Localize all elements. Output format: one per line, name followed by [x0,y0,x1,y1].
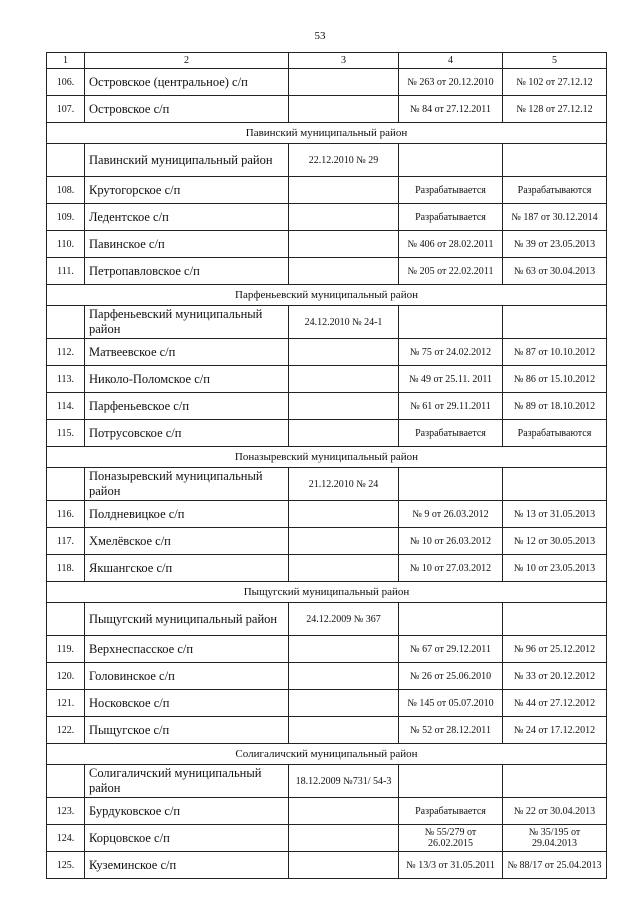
plan-document [399,144,503,177]
rules-document: № 86 от 15.10.2012 [503,366,607,393]
section-title: Поназыревский муниципальный район [47,447,607,468]
approval-date: 24.12.2010 № 24-1 [289,306,399,339]
table-row [47,420,607,447]
settlement-name: Солигаличский муниципальный район [85,765,289,798]
row-number: 114. [47,393,85,420]
district-section-header [47,123,607,144]
plan-document: № 52 от 28.12.2011 [399,717,503,744]
section-title: Солигаличский муниципальный район [47,744,607,765]
plan-document: Разрабатывается [399,177,503,204]
row-number: 109. [47,204,85,231]
settlement-name: Петропавловское с/п [85,258,289,285]
plan-document [399,603,503,636]
approval-date [289,96,399,123]
rules-document: № 96 от 25.12.2012 [503,636,607,663]
row-number: 118. [47,555,85,582]
rules-document: № 10 от 23.05.2013 [503,555,607,582]
table-row [47,204,607,231]
header-row [47,53,607,69]
table-row [47,177,607,204]
row-number [47,306,85,339]
plan-document: № 67 от 29.12.2011 [399,636,503,663]
approval-date [289,852,399,879]
table-row [47,663,607,690]
settlement-name: Матвеевское с/п [85,339,289,366]
rules-document [503,468,607,501]
section-title: Павинский муниципальный район [47,123,607,144]
approval-date: 18.12.2009 №731/ 54-3 [289,765,399,798]
row-number: 106. [47,69,85,96]
table-row [47,393,607,420]
approval-date [289,717,399,744]
row-number: 125. [47,852,85,879]
approval-date [289,528,399,555]
rules-document: № 44 от 27.12.2012 [503,690,607,717]
settlement-name: Пыщугский муниципальный район [85,603,289,636]
settlement-name: Носковское с/п [85,690,289,717]
row-number [47,468,85,501]
row-number [47,765,85,798]
approval-date [289,204,399,231]
row-number: 117. [47,528,85,555]
plan-document: Разрабатывается [399,420,503,447]
table-row [47,717,607,744]
approval-date [289,798,399,825]
rules-document: № 187 от 30.12.2014 [503,204,607,231]
table-row [47,339,607,366]
rules-document [503,144,607,177]
approval-date: 21.12.2010 № 24 [289,468,399,501]
table-row [47,852,607,879]
rules-document: № 13 от 31.05.2013 [503,501,607,528]
settlement-name: Головинское с/п [85,663,289,690]
rules-document: Разрабатываются [503,420,607,447]
district-section-header [47,285,607,306]
table-row [47,798,607,825]
settlement-name: Николо-Поломское с/п [85,366,289,393]
approval-date [289,393,399,420]
settlement-name: Верхнеспасское с/п [85,636,289,663]
row-number: 110. [47,231,85,258]
row-number [47,603,85,636]
table-row [47,636,607,663]
plan-document: № 49 от 25.11. 2011 [399,366,503,393]
rules-document [503,603,607,636]
district-row [47,603,607,636]
district-row [47,144,607,177]
header-cell-1: 1 [47,53,85,69]
plan-document: № 10 от 26.03.2012 [399,528,503,555]
rules-document: № 24 от 17.12.2012 [503,717,607,744]
table-row [47,528,607,555]
settlement-name: Островское с/п [85,96,289,123]
settlement-name: Ледентское с/п [85,204,289,231]
settlement-name: Пыщугское с/п [85,717,289,744]
plan-document [399,468,503,501]
plan-document: № 406 от 28.02.2011 [399,231,503,258]
plan-document: № 75 от 24.02.2012 [399,339,503,366]
settlement-name: Хмелёвское с/п [85,528,289,555]
rules-document: № 102 от 27.12.12 [503,69,607,96]
district-row [47,306,607,339]
plan-document: № 9 от 26.03.2012 [399,501,503,528]
rules-document: № 89 от 18.10.2012 [503,393,607,420]
rules-document: № 39 от 23.05.2013 [503,231,607,258]
rules-document: № 22 от 30.04.2013 [503,798,607,825]
rules-document [503,306,607,339]
table-row [47,69,607,96]
settlement-name: Островское (центральное) с/п [85,69,289,96]
settlement-name: Павинское с/п [85,231,289,258]
table-row [47,258,607,285]
plan-document: Разрабатывается [399,798,503,825]
plan-document: № 55/279 от 26.02.2015 [399,825,503,852]
approval-date [289,825,399,852]
plan-document: № 145 от 05.07.2010 [399,690,503,717]
row-number [47,144,85,177]
plan-document: № 61 от 29.11.2011 [399,393,503,420]
row-number: 108. [47,177,85,204]
settlement-name: Крутогорское с/п [85,177,289,204]
settlement-name: Якшангское с/п [85,555,289,582]
table-row [47,231,607,258]
approval-date [289,339,399,366]
table-row [47,690,607,717]
table-row [47,366,607,393]
district-row [47,468,607,501]
row-number: 115. [47,420,85,447]
row-number: 120. [47,663,85,690]
settlement-name: Бурдуковское с/п [85,798,289,825]
district-section-header [47,582,607,603]
district-section-header [47,447,607,468]
rules-document: № 12 от 30.05.2013 [503,528,607,555]
approval-date [289,636,399,663]
row-number: 123. [47,798,85,825]
rules-document: № 35/195 от 29.04.2013 [503,825,607,852]
rules-document [503,765,607,798]
header-cell-2: 2 [85,53,289,69]
district-section-header [47,744,607,765]
approval-date [289,663,399,690]
approval-date [289,231,399,258]
row-number: 111. [47,258,85,285]
approval-date [289,366,399,393]
approval-date [289,177,399,204]
approval-date: 22.12.2010 № 29 [289,144,399,177]
settlement-name: Потрусовское с/п [85,420,289,447]
settlement-name: Корцовское с/п [85,825,289,852]
settlement-name: Парфеньевский муниципальный район [85,306,289,339]
section-title: Парфеньевский муниципальный район [47,285,607,306]
row-number: 122. [47,717,85,744]
section-title: Пыщугский муниципальный район [47,582,607,603]
table-row [47,96,607,123]
plan-document: № 84 от 27.12.2011 [399,96,503,123]
settlement-name: Куземинское с/п [85,852,289,879]
row-number: 112. [47,339,85,366]
approval-date [289,690,399,717]
settlement-name: Парфеньевское с/п [85,393,289,420]
rules-document: № 87 от 10.10.2012 [503,339,607,366]
settlement-name: Поназыревский муниципальный район [85,468,289,501]
rules-document: № 88/17 от 25.04.2013 [503,852,607,879]
approval-date [289,69,399,96]
plan-document: № 205 от 22.02.2011 [399,258,503,285]
plan-document: Разрабатывается [399,204,503,231]
row-number: 107. [47,96,85,123]
approval-date [289,420,399,447]
approval-date [289,555,399,582]
approval-date [289,258,399,285]
rules-document: № 128 от 27.12.12 [503,96,607,123]
rules-document: Разрабатываются [503,177,607,204]
header-cell-4: 4 [399,53,503,69]
plan-document: № 10 от 27.03.2012 [399,555,503,582]
rules-document: № 33 от 20.12.2012 [503,663,607,690]
settlement-name: Полдневицкое с/п [85,501,289,528]
plan-document: № 13/3 от 31.05.2011 [399,852,503,879]
table-row [47,501,607,528]
approval-date: 24.12.2009 № 367 [289,603,399,636]
row-number: 116. [47,501,85,528]
municipal-table [46,52,607,879]
plan-document [399,306,503,339]
settlement-name: Павинский муниципальный район [85,144,289,177]
table-row [47,555,607,582]
plan-document: № 26 от 25.06.2010 [399,663,503,690]
row-number: 119. [47,636,85,663]
plan-document [399,765,503,798]
row-number: 121. [47,690,85,717]
district-row [47,765,607,798]
header-cell-3: 3 [289,53,399,69]
header-cell-5: 5 [503,53,607,69]
row-number: 124. [47,825,85,852]
page-number: 53 [314,30,326,42]
table-row [47,825,607,852]
row-number: 113. [47,366,85,393]
approval-date [289,501,399,528]
rules-document: № 63 от 30.04.2013 [503,258,607,285]
plan-document: № 263 от 20.12.2010 [399,69,503,96]
